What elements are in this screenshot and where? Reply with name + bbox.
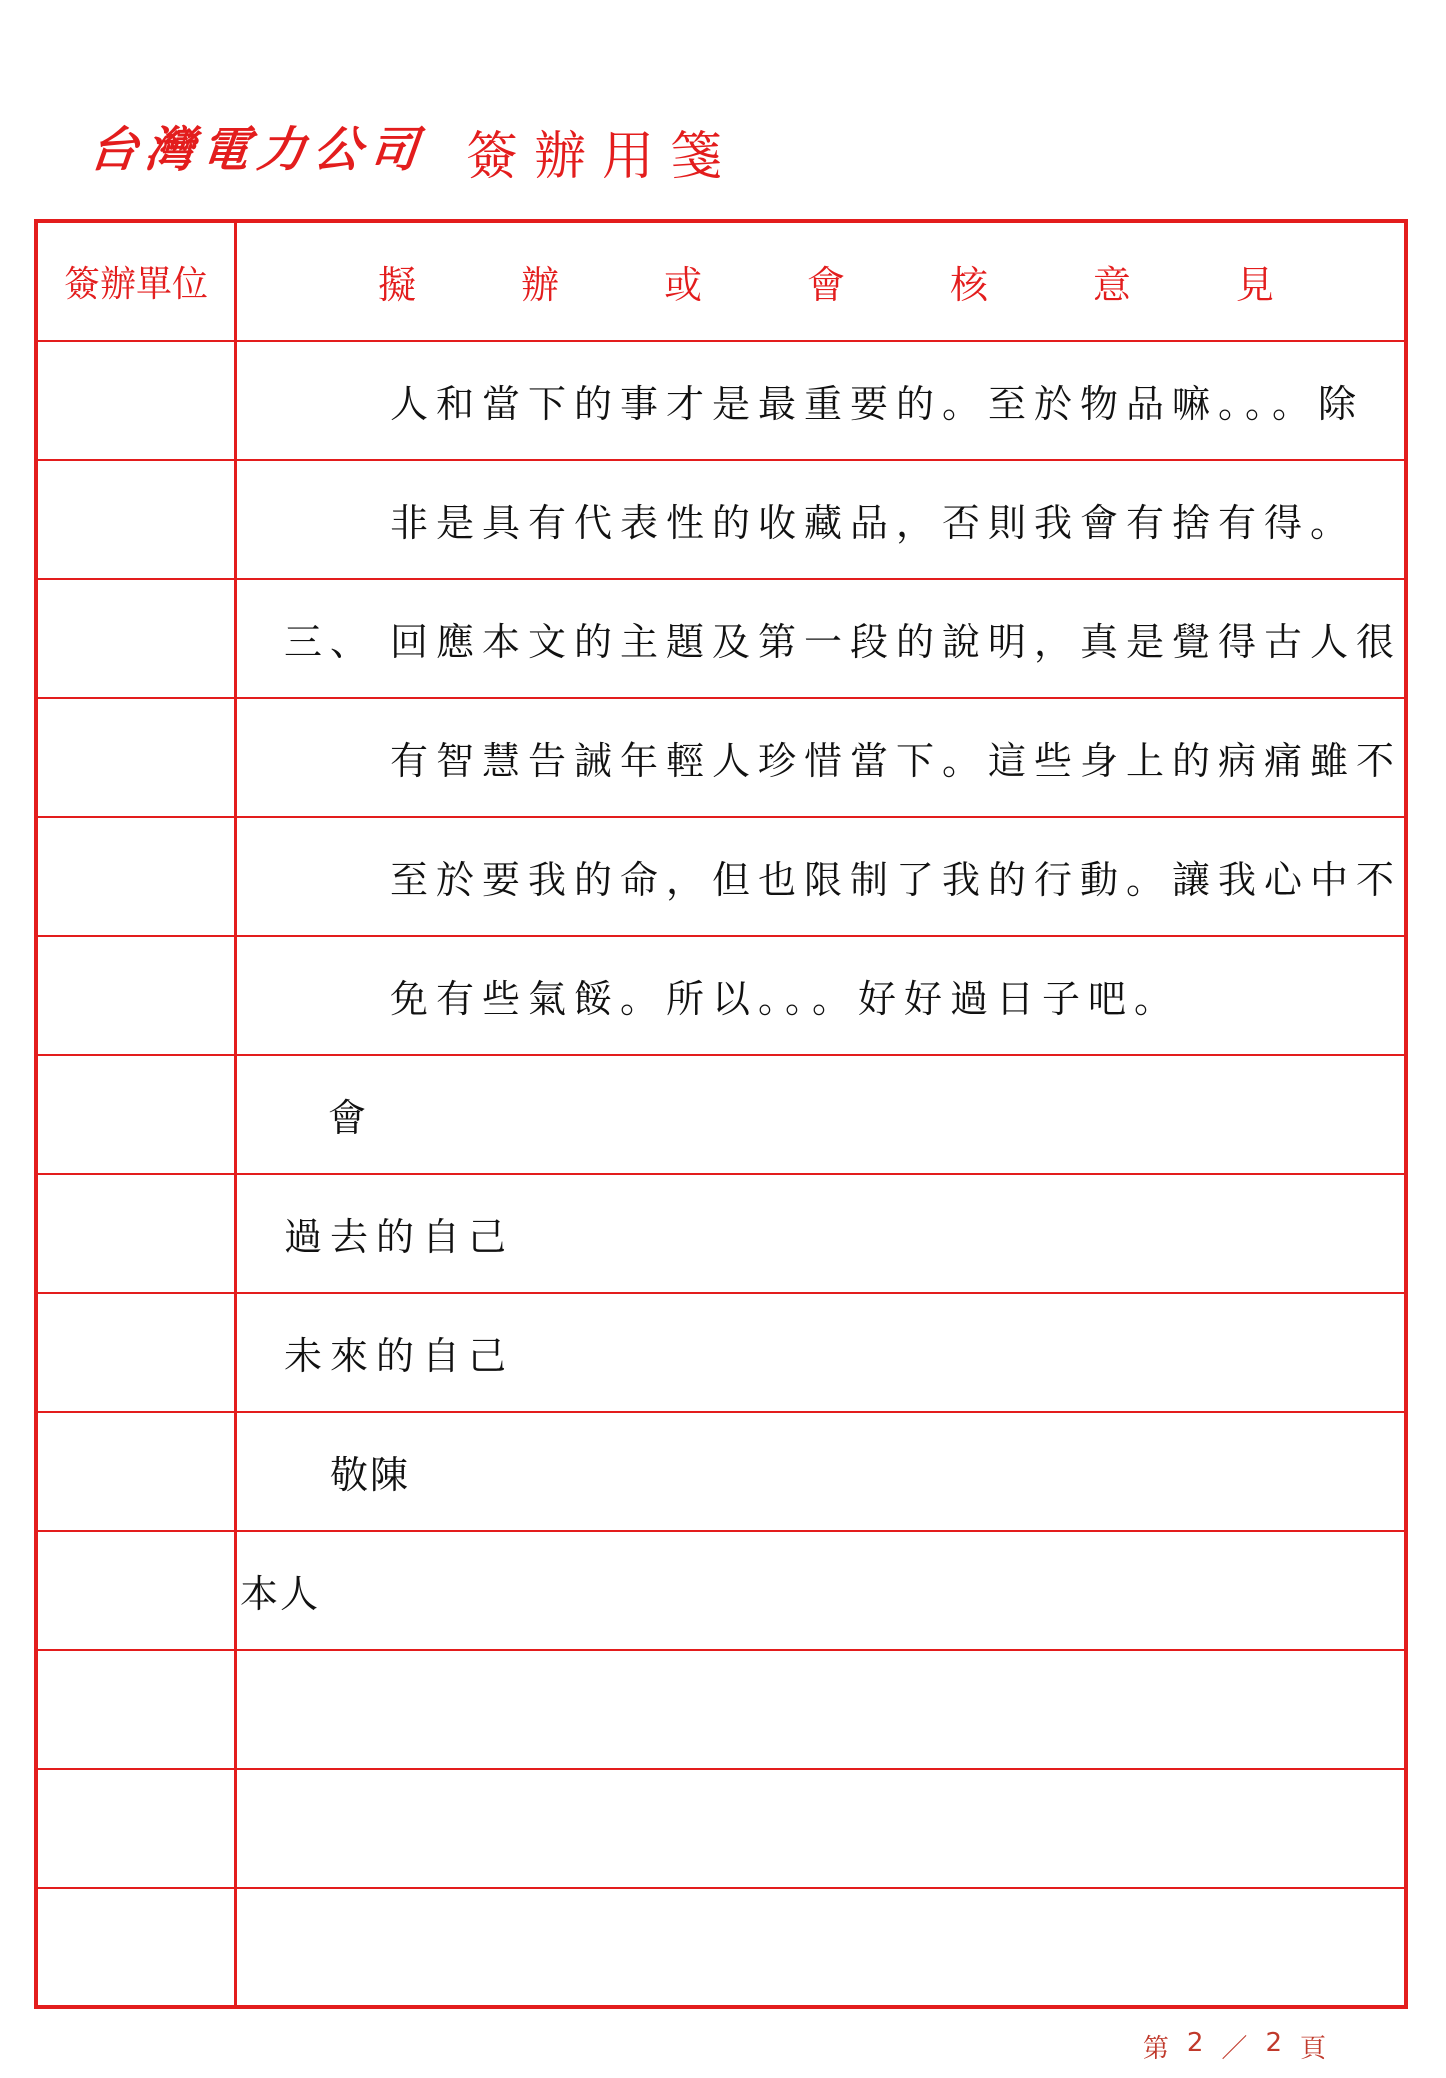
- signature-line: 本人: [240, 1572, 321, 1616]
- opinion-line: 免有些氣餒。所以。。。好好過日子吧。: [390, 977, 1181, 1021]
- opinion-line: 過去的自己: [284, 1215, 515, 1259]
- total-pages: 2: [1265, 2028, 1282, 2058]
- current-page: 2: [1186, 2028, 1204, 2058]
- table-row: [38, 1532, 1404, 1651]
- table-row: [38, 1651, 1404, 1770]
- opinion-line: 有智慧告誡年輕人珍惜當下。這些身上的病痛雖不: [390, 739, 1403, 783]
- opinion-line: 人和當下的事才是最重要的。至於物品嘛。。。除: [390, 382, 1365, 426]
- opinion-line: 至於要我的命，但也限制了我的行動。讓我心中不: [390, 858, 1403, 902]
- section-number: 三、: [284, 620, 377, 664]
- opinion-line: 未來的自己: [284, 1334, 515, 1378]
- page-suffix: 頁: [1299, 2034, 1326, 2064]
- header-opinion-char: 擬: [378, 263, 417, 307]
- header-opinion-char: 會: [806, 263, 845, 307]
- table-row: [38, 580, 1404, 699]
- company-logo: 台灣電力公司: [86, 121, 429, 178]
- table-row: [38, 1413, 1404, 1532]
- table-row: [38, 937, 1404, 1056]
- opinion-line: 非是具有代表性的收藏品，否則我會有捨有得。: [390, 501, 1357, 545]
- form-title: 簽辦用箋: [466, 126, 739, 187]
- header-opinion-char: 核: [949, 263, 988, 307]
- table-row: [38, 699, 1404, 818]
- table-row: [38, 1294, 1404, 1413]
- table-row: [38, 1889, 1404, 2005]
- header-opinion: [378, 223, 1274, 340]
- opinion-line: 回應本文的主題及第一段的說明，真是覺得古人很: [390, 620, 1403, 664]
- table-header-row: [38, 223, 1404, 342]
- table-row: [38, 1175, 1404, 1294]
- table-row: [38, 1770, 1404, 1889]
- page-indicator: [1143, 2028, 1326, 2065]
- table-row: [38, 461, 1404, 580]
- memo-table: [34, 219, 1408, 2009]
- header-opinion-char: 見: [1235, 263, 1274, 307]
- form-header: [86, 105, 739, 187]
- table-row: [38, 342, 1404, 461]
- opinion-line: 敬陳: [330, 1453, 411, 1497]
- header-opinion-char: 辦: [520, 263, 559, 307]
- page-separator: ／: [1221, 2034, 1248, 2064]
- table-row: [38, 1056, 1404, 1175]
- opinion-line: 會: [328, 1096, 375, 1140]
- table-row: [38, 818, 1404, 937]
- header-opinion-char: 意: [1092, 263, 1131, 307]
- page-prefix: 第: [1142, 2034, 1169, 2064]
- header-unit: 簽辦單位: [63, 264, 208, 305]
- header-opinion-char: 或: [663, 263, 702, 307]
